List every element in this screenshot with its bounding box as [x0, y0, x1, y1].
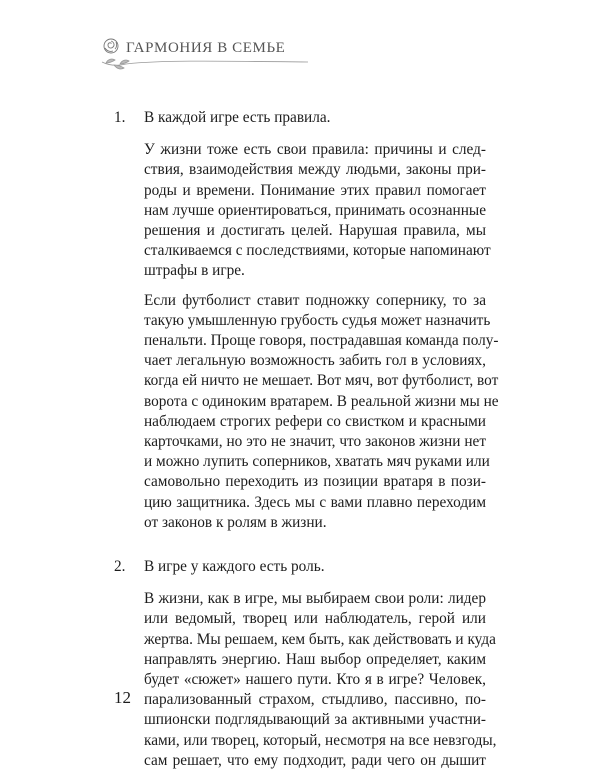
- section-2-number: 2.: [114, 558, 126, 576]
- text-line: от законов к ролям в жизни.: [144, 513, 327, 531]
- section-1-heading: [114, 108, 486, 128]
- paragraph: [114, 291, 499, 533]
- page-body: [114, 108, 499, 771]
- text-line: когда ей ничто не мешает. Вот мяч, вот футболист, вот: [144, 372, 499, 390]
- text-line: Если футболист ставит подножку сопернику, то за: [144, 291, 486, 309]
- text-line: У жизни тоже есть свои правила: причины и след-: [144, 141, 486, 159]
- text-line: В жизни, как в игре, мы выбираем свои роли: лидер: [144, 590, 486, 608]
- text-line: жертва. Мы решаем, кем быть, как действовать и куда: [144, 630, 496, 648]
- text-line: такую умышленную грубость судья может назначить: [144, 311, 491, 329]
- text-line: сталкиваемся с последствиями, которые напоминают: [144, 242, 491, 260]
- text-line: штрафы в игре.: [144, 262, 245, 280]
- text-line: пенальти. Проще говоря, пострадавшая команда полу-: [144, 332, 499, 350]
- text-line: роды и времени. Понимание этих правил помогает: [144, 181, 486, 199]
- section-1-number: 1.: [114, 109, 126, 126]
- rose-icon: [100, 36, 122, 58]
- text-line: направлять энергию. Наш выбор определяет, каким: [144, 650, 486, 668]
- running-head-title: ГАРМОНИЯ В СЕМЬЕ: [126, 40, 286, 56]
- text-line: наблюдаем строгих рефери со свистком и красными: [144, 412, 486, 430]
- text-line: ствия, взаимодействия между людьми, законы при-: [144, 161, 486, 179]
- paragraph: [114, 589, 497, 771]
- section-2-title: В игре у каждого есть роль.: [144, 558, 325, 576]
- text-line: сам решает, что ему подходит, ради чего он дышит: [144, 751, 486, 769]
- text-line: решения и достигать целей. Нарушая правила, мы: [144, 222, 486, 240]
- text-line: ворота с одиноким вратарем. В реальной жизни мы не: [144, 392, 499, 410]
- section-1-title: В каждой игре есть правила.: [144, 109, 331, 126]
- text-line: нам лучше ориентироваться, принимать осознанные: [144, 201, 486, 219]
- text-line: ками, или творец, который, несмотря на все невзгоды,: [144, 731, 497, 749]
- text-line: самовольно переходить из позиции вратаря в пози-: [144, 473, 486, 491]
- running-head: [100, 36, 310, 70]
- page-number: 12: [114, 688, 131, 707]
- section-2-heading: [114, 557, 486, 577]
- text-line: чает легальную возможность забить гол в условиях,: [144, 352, 486, 370]
- paragraph: [114, 140, 491, 281]
- text-line: карточками, но это не значит, что законов жизни нет: [144, 433, 486, 451]
- text-line: и можно лупить соперников, хватать мяч руками или: [144, 453, 490, 471]
- text-line: цию защитника. Здесь мы с вами плавно переходим: [144, 493, 486, 511]
- text-line: шпионски подглядывающий за активными участни-: [144, 711, 486, 729]
- text-line: или ведомый, творец или наблюдатель, герой или: [144, 610, 486, 628]
- text-line: будет «сюжет» нашего пути. Кто я в игре? Человек,: [144, 671, 486, 689]
- vine-ornament: [100, 56, 310, 72]
- text-line: парализованный страхом, стыдливо, пассивно, по-: [144, 691, 486, 709]
